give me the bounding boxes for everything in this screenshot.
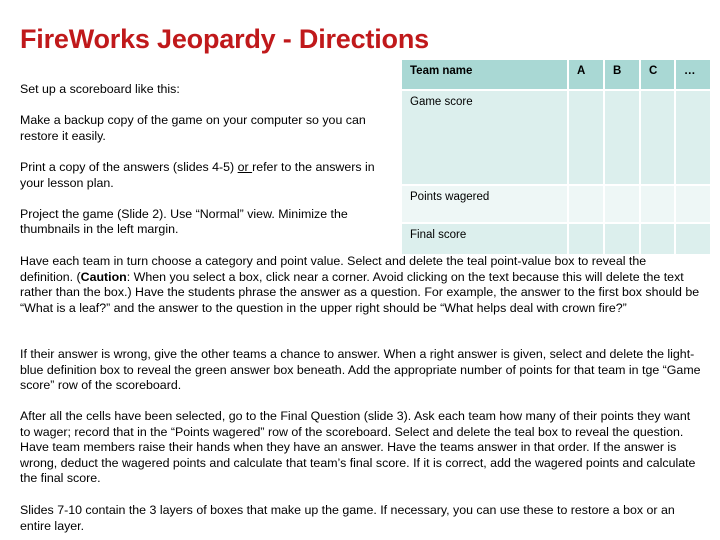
layers-instructions: Slides 7-10 contain the 3 layers of boxes that make up the game. If necessary, you can use these to restore a box or an entire layer. xyxy=(20,503,675,533)
row-label-points-wagered: Points wagered xyxy=(401,185,568,223)
print-text-or: or xyxy=(237,159,253,174)
final-question-instructions: After all the cells have been selected, go to the Final Question (slide 3). Ask each team how many of their points they want to wager; record that in the “Points wagered” row of the scoreboard. Select and delete the teal box to reveal the question. Have team members raise their hands when they have an answer. Have the teams answer in that order. If the answer is wrong, deduct the wagered points and calculate that team’s final score. If it is correct, add the wagered points and calculate the final score. xyxy=(20,409,696,486)
scoreboard-table xyxy=(400,58,712,256)
print-text-before: Print a copy of the answers (slides 4-5) xyxy=(20,159,238,174)
score-cell xyxy=(675,90,711,185)
score-cell xyxy=(675,185,711,223)
score-cell xyxy=(604,223,640,255)
header-team-name: Team name xyxy=(401,59,568,90)
page-title: FireWorks Jeopardy - Directions xyxy=(20,24,429,54)
header-team-a: A xyxy=(568,59,604,90)
paragraph-gap xyxy=(20,191,392,207)
row-label-final-score: Final score xyxy=(401,223,568,255)
paragraph-gap xyxy=(20,144,392,160)
score-cell xyxy=(568,223,604,255)
setup-instructions xyxy=(20,82,392,238)
setup-text: Set up a scoreboard like this: xyxy=(20,82,180,96)
score-cell xyxy=(604,185,640,223)
row-label-game-score: Game score xyxy=(401,90,568,185)
turn-instructions xyxy=(20,254,702,316)
score-cell xyxy=(675,223,711,255)
turn-text-before: Have each team in turn choose a category and point value. Select and delete the teal point-value box to reveal the definition. ( xyxy=(20,254,647,284)
wrong-answer-instructions: If their answer is wrong, give the other teams a chance to answer. When a right answer is given, select and delete the light-blue definition box to reveal the green answer box beneath. Add the appropriate number of points for that team in tge “Game score” row of the scoreboard. xyxy=(20,347,701,393)
points-wagered-row xyxy=(401,185,711,223)
project-text: Project the game (Slide 2). Use “Normal” view. Minimize the thumbnails in the left margin. xyxy=(20,206,348,237)
paragraph-gap xyxy=(20,98,392,114)
backup-text: Make a backup copy of the game on your computer so you can restore it easily. xyxy=(20,113,366,143)
header-team-b: B xyxy=(604,59,640,90)
game-score-row xyxy=(401,90,711,185)
score-cell xyxy=(568,90,604,185)
print-text-after: refer to the answers in your lesson plan. xyxy=(20,159,375,190)
scoreboard-header-row xyxy=(401,59,711,90)
header-team-c: C xyxy=(640,59,675,90)
turn-text-after: : When you select a box, click near a corner. Avoid clicking on the text because this will delete the text rather than the box.) Have the students phrase the answer as a question. For example, the answer to the first box should be “What is a leaf?” and the answer to the question in the upper right should be “What helps deal with crown fire?” xyxy=(20,269,700,315)
score-cell xyxy=(640,90,675,185)
score-cell xyxy=(568,185,604,223)
final-score-row xyxy=(401,223,711,255)
score-cell xyxy=(640,185,675,223)
header-more-teams: … xyxy=(675,59,711,90)
caution-label: Caution xyxy=(80,269,127,284)
print-text xyxy=(20,160,392,191)
score-cell xyxy=(604,90,640,185)
score-cell xyxy=(640,223,675,255)
